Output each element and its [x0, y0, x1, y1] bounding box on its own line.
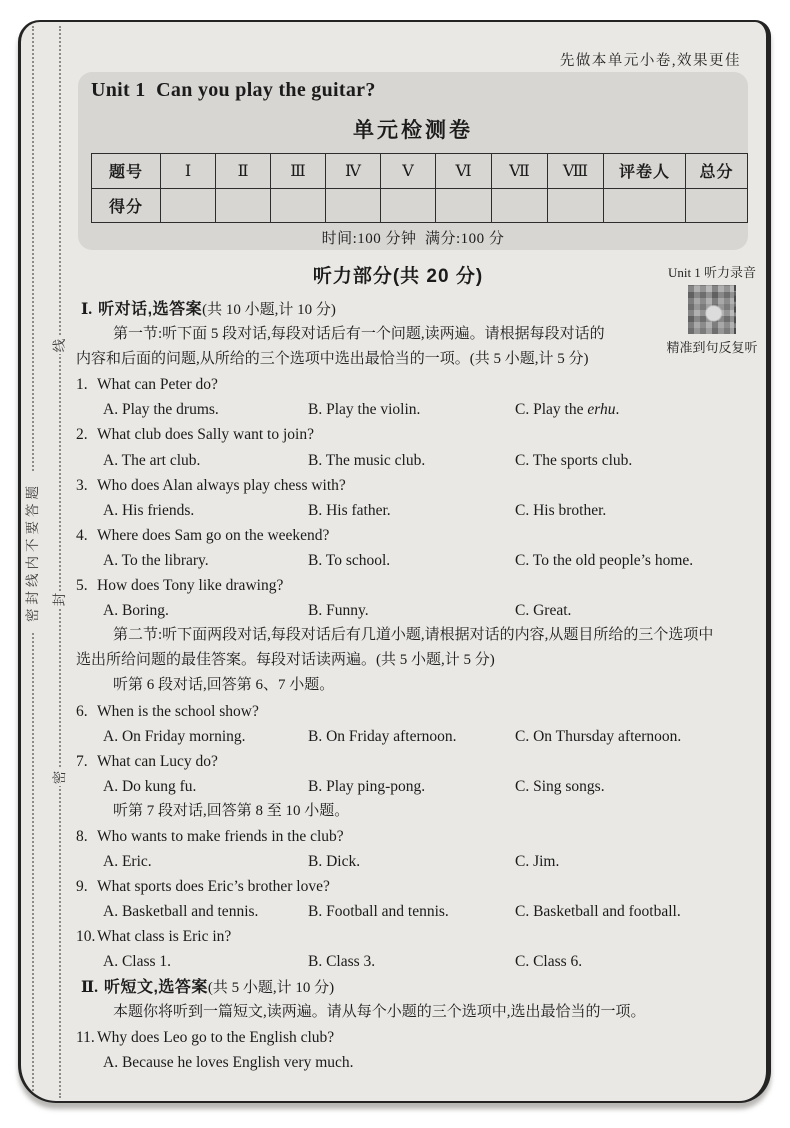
question-4: 4. Where does Sam go on the weekend? — [76, 526, 330, 544]
option-a: A. Play the drums. — [103, 401, 219, 419]
question-9: 9. What sports does Eric’s brother love? — [76, 878, 330, 896]
cue-dialog-6: 听第 6 段对话,回答第 6、7 小题。 — [113, 677, 335, 694]
option-c: C. On Thursday afternoon. — [515, 727, 682, 745]
question-1: 1. What can Peter do? — [76, 376, 218, 394]
option-c: C. To the old people’s home. — [515, 551, 694, 569]
question-2: 2. What club does Sally want to join? — [76, 426, 314, 444]
questions-area — [76, 297, 771, 1075]
question-7: 7. What can Lucy do? — [76, 752, 218, 770]
option-b: B. The music club. — [308, 451, 426, 469]
option-b: B. Football and tennis. — [308, 903, 449, 921]
col-roman-5: Ⅴ — [381, 154, 436, 189]
option-c: C. The sports club. — [515, 451, 633, 469]
option-c: C. Class 6. — [515, 953, 583, 971]
score-table-score-row — [92, 188, 748, 223]
question-text: What can Lucy do? — [97, 752, 218, 770]
question-text: What sports does Eric’s brother love? — [97, 878, 330, 896]
time-and-score-line: 时间:100 分钟 满分:100 分 — [321, 231, 505, 247]
score-cell — [548, 188, 604, 223]
score-table — [91, 153, 748, 223]
option-a: A. Because he loves English very much. — [103, 1053, 354, 1071]
part2-heading: Ⅱ. 听短文,选答案(共 5 小题,计 10 分) — [81, 978, 335, 996]
option-b: B. Funny. — [308, 602, 369, 620]
score-cell — [161, 188, 216, 223]
score-cell — [604, 188, 686, 223]
question-text: When is the school show? — [97, 702, 259, 720]
question-11-options — [76, 1050, 771, 1075]
question-5-options — [76, 598, 771, 623]
col-roman-3: Ⅲ — [271, 154, 326, 189]
option-c: C. His brother. — [515, 501, 607, 519]
question-text: How does Tony like drawing? — [97, 577, 284, 595]
question-9-options — [76, 899, 771, 924]
question-5: 5. How does Tony like drawing? — [76, 577, 284, 595]
question-text: Who wants to make friends in the club? — [97, 827, 344, 845]
question-text: Who does Alan always play chess with? — [97, 476, 346, 494]
part2-intro: 本题你将听到一篇短文,读两遍。请从每个小题的三个选项中,选出最恰当的一项。 — [113, 1003, 646, 1020]
option-a: A. On Friday morning. — [103, 727, 246, 745]
question-text: What club does Sally want to join? — [97, 426, 314, 444]
question-10-options — [76, 949, 771, 974]
option-a: A. To the library. — [103, 551, 209, 569]
col-roman-7: Ⅶ — [492, 154, 548, 189]
seal-char-mi: 密 — [52, 770, 67, 785]
top-advice-note: 先做本单元小卷,效果更佳 — [559, 53, 741, 69]
part1-heading: Ⅰ. 听对话,选答案(共 10 小题,计 10 分) — [81, 301, 336, 318]
question-11: 11. Why does Leo go to the English club? — [76, 1028, 335, 1046]
paper-title: 单元检测卷 — [353, 119, 473, 142]
part1-section2-intro-line1: 第二节:听下面两段对话,每段对话后有几道小题,请根据对话的内容,从题目所给的三个选项中 — [113, 627, 714, 644]
question-6: 6. When is the school show? — [76, 702, 259, 720]
option-b: B. On Friday afternoon. — [308, 727, 457, 745]
question-6-options — [76, 724, 771, 749]
exam-paper-page — [18, 20, 771, 1103]
option-b: B. His father. — [308, 501, 391, 519]
score-cell — [271, 188, 326, 223]
col-grader: 评卷人 — [604, 154, 686, 189]
score-label-cell: 得分 — [92, 188, 161, 223]
question-3-options — [76, 498, 771, 523]
option-b: B. Play the violin. — [308, 401, 421, 419]
question-7-options — [76, 774, 771, 799]
score-table-header-row — [92, 154, 748, 189]
header-panel — [78, 72, 748, 250]
seal-char-xian: 线 — [52, 338, 67, 353]
option-a: A. Class 1. — [103, 953, 172, 971]
unit-title: Unit 1 Can you play the guitar? — [91, 79, 376, 101]
score-cell — [216, 188, 271, 223]
option-c: C. Jim. — [515, 853, 560, 871]
col-roman-4: Ⅳ — [326, 154, 381, 189]
question-text: Why does Leo go to the English club? — [97, 1028, 335, 1046]
option-b: B. Dick. — [308, 853, 361, 871]
listening-section-title: 听力部分(共 20 分) — [312, 266, 484, 287]
question-2-options — [76, 448, 771, 473]
question-text: What class is Eric in? — [97, 928, 232, 946]
part1-intro-line1: 第一节:听下面 5 段对话,每段对话后有一个问题,读两遍。请根据每段对话的 — [113, 326, 605, 343]
question-1-options — [76, 397, 771, 422]
option-a: A. The art club. — [103, 451, 201, 469]
audio-box-caption: 精准到句反复听 — [666, 340, 758, 355]
question-text: What can Peter do? — [97, 376, 218, 394]
cue-dialog-7: 听第 7 段对话,回答第 8 至 10 小题。 — [113, 802, 350, 819]
seal-dotted-line-outer — [59, 26, 61, 1098]
option-c: C. Play the erhu. — [515, 401, 620, 419]
option-c: C. Sing songs. — [515, 777, 605, 795]
col-question-number: 题号 — [92, 154, 161, 189]
score-cell — [686, 188, 748, 223]
col-total: 总分 — [686, 154, 748, 189]
score-cell — [326, 188, 381, 223]
option-a: A. Boring. — [103, 602, 169, 620]
option-c: C. Basketball and football. — [515, 903, 681, 921]
score-cell — [492, 188, 548, 223]
option-b: B. To school. — [308, 551, 391, 569]
option-a: A. Eric. — [103, 853, 152, 871]
option-c: C. Great. — [515, 602, 572, 620]
score-cell — [436, 188, 492, 223]
question-4-options — [76, 548, 771, 573]
col-roman-2: Ⅱ — [216, 154, 271, 189]
col-roman-8: Ⅷ — [548, 154, 604, 189]
seal-phrase-vertical: 密封线内不要答题 — [24, 471, 42, 633]
question-10: 10. What class is Eric in? — [76, 928, 232, 946]
col-roman-6: Ⅵ — [436, 154, 492, 189]
seal-char-feng: 封 — [52, 592, 67, 607]
question-8: 8. Who wants to make friends in the club? — [76, 827, 344, 845]
option-b: B. Play ping-pong. — [308, 777, 426, 795]
option-a: A. Do kung fu. — [103, 777, 197, 795]
option-b: B. Class 3. — [308, 953, 376, 971]
part1-intro-line2: 内容和后面的问题,从所给的三个选项中选出最恰当的一项。(共 5 小题,计 5 分) — [76, 351, 589, 368]
option-a: A. Basketball and tennis. — [103, 903, 259, 921]
part1-section2-intro-line2: 选出所给问题的最佳答案。每段对话读两遍。(共 5 小题,计 5 分) — [76, 652, 495, 669]
question-3: 3. Who does Alan always play chess with? — [76, 476, 346, 494]
col-roman-1: Ⅰ — [161, 154, 216, 189]
question-8-options — [76, 849, 771, 874]
question-text: Where does Sam go on the weekend? — [97, 526, 330, 544]
score-cell — [381, 188, 436, 223]
option-a: A. His friends. — [103, 501, 195, 519]
audio-box-title: Unit 1 听力录音 — [667, 265, 757, 280]
